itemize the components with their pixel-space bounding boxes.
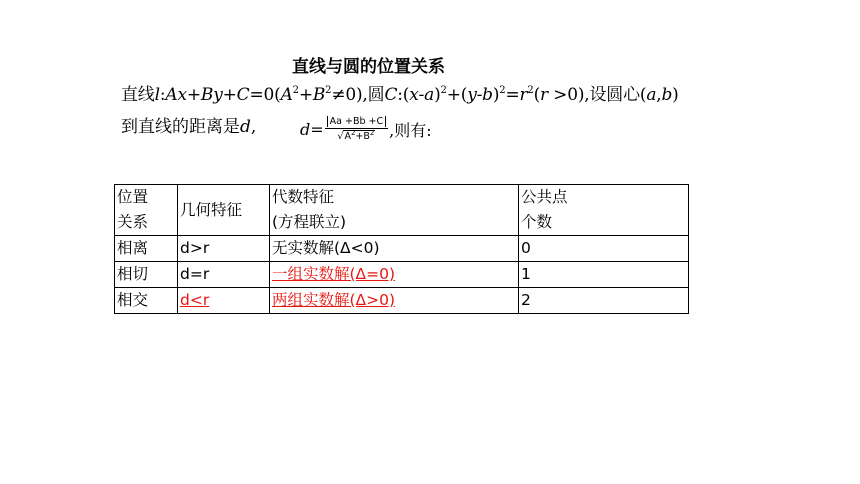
colon: : xyxy=(159,85,166,105)
center-b: b xyxy=(661,85,673,105)
header-count xyxy=(519,185,689,236)
paren: ( xyxy=(533,85,541,105)
circle-plus: +( xyxy=(446,85,468,105)
cell-geometric xyxy=(178,288,270,314)
paren: ) xyxy=(434,85,441,105)
paren: ) xyxy=(492,85,500,105)
intro-line-1 xyxy=(121,80,679,105)
table-row xyxy=(115,288,689,314)
cond-exp-2: 2 xyxy=(325,85,332,96)
cell-algebraic xyxy=(270,288,519,314)
distance-var: d xyxy=(240,117,251,137)
line-name: l xyxy=(154,85,160,105)
fraction-denominator xyxy=(337,129,375,142)
distance-formula xyxy=(300,116,432,142)
relation-table xyxy=(114,184,689,314)
highlighted-answer: 两组实数解(Δ>0) xyxy=(272,291,396,309)
table-row xyxy=(115,236,689,262)
cell-relation: 相离 xyxy=(115,236,178,262)
header-geometric xyxy=(178,185,270,236)
cell-geometric: d>r xyxy=(178,236,270,262)
cond-ne: ≠0),圆 xyxy=(331,85,385,105)
formula-d: d xyxy=(300,119,311,139)
cond-r: r xyxy=(540,85,548,105)
minus: - xyxy=(418,85,425,105)
cond-a: A xyxy=(280,85,293,105)
header-text: 关系 xyxy=(117,213,149,231)
cell-count: 2 xyxy=(519,288,689,314)
cell-algebraic xyxy=(270,262,519,288)
circle-eq: = xyxy=(505,85,520,105)
cell-relation: 相交 xyxy=(115,288,178,314)
cell-geometric: d=r xyxy=(178,262,270,288)
numerator-abs: Aa +Bb +C xyxy=(327,116,386,127)
circle-y: y xyxy=(467,85,477,105)
cell-relation: 相切 xyxy=(115,262,178,288)
formula-eq: = xyxy=(310,119,324,139)
header-text: 位置 xyxy=(117,188,149,206)
comma: , xyxy=(250,117,257,137)
header-text: 公共点 xyxy=(521,188,568,206)
circle-exp-1: 2 xyxy=(440,85,447,96)
den-exp-2: 2 xyxy=(369,129,375,137)
circle-colon: :( xyxy=(397,85,410,105)
highlighted-answer: 一组实数解(Δ=0) xyxy=(272,265,396,283)
circle-exp-3: 2 xyxy=(527,85,534,96)
highlighted-answer: d<r xyxy=(180,291,210,309)
circle-a: a xyxy=(424,85,435,105)
table-row xyxy=(115,262,689,288)
header-text: 几何特征 xyxy=(180,200,243,219)
distance-text: 到直线的距离是 xyxy=(121,117,240,137)
coef-b: B xyxy=(200,85,214,105)
comma: , xyxy=(656,85,662,105)
circle-r: r xyxy=(519,85,528,105)
fraction-numerator xyxy=(325,116,388,129)
coef-c: C xyxy=(236,85,250,105)
header-relation xyxy=(115,185,178,236)
center-a: a xyxy=(646,85,657,105)
header-algebraic xyxy=(270,185,519,236)
minus: - xyxy=(476,85,483,105)
page-title: 直线与圆的位置关系 xyxy=(292,57,445,77)
paren: ) xyxy=(672,85,679,105)
var-y: y+ xyxy=(213,85,237,105)
var-x: x+ xyxy=(177,85,201,105)
header-text: 个数 xyxy=(521,213,553,231)
header-text: (方程联立) xyxy=(272,213,347,231)
coef-a: A xyxy=(165,85,178,105)
circle-name: C xyxy=(384,85,398,105)
fraction xyxy=(325,116,388,142)
cell-count: 1 xyxy=(519,262,689,288)
cell-count: 0 xyxy=(519,236,689,262)
circle-x: x xyxy=(409,85,419,105)
circle-exp-2: 2 xyxy=(499,85,506,96)
cell-algebraic: 无实数解(Δ<0) xyxy=(270,236,519,262)
intro-line-2 xyxy=(121,112,256,137)
sqrt-icon: √ xyxy=(337,131,344,142)
cond-plus: + xyxy=(298,85,313,105)
sqrt-body xyxy=(343,130,375,142)
cond-exp-1: 2 xyxy=(292,85,299,96)
cond-b: B xyxy=(312,85,326,105)
header-text: 代数特征 xyxy=(272,188,335,206)
circle-b: b xyxy=(482,85,493,105)
intro-prefix: 直线 xyxy=(121,85,155,105)
den-exp-1: 2 xyxy=(350,129,356,137)
table-header-row xyxy=(115,185,689,236)
eq-zero: =0( xyxy=(249,85,281,105)
formula-suffix: ,则有: xyxy=(389,120,432,140)
den-plus-b: +B xyxy=(355,131,370,142)
den-a: A xyxy=(344,131,351,142)
center-intro: >0),设圆心( xyxy=(547,85,647,105)
